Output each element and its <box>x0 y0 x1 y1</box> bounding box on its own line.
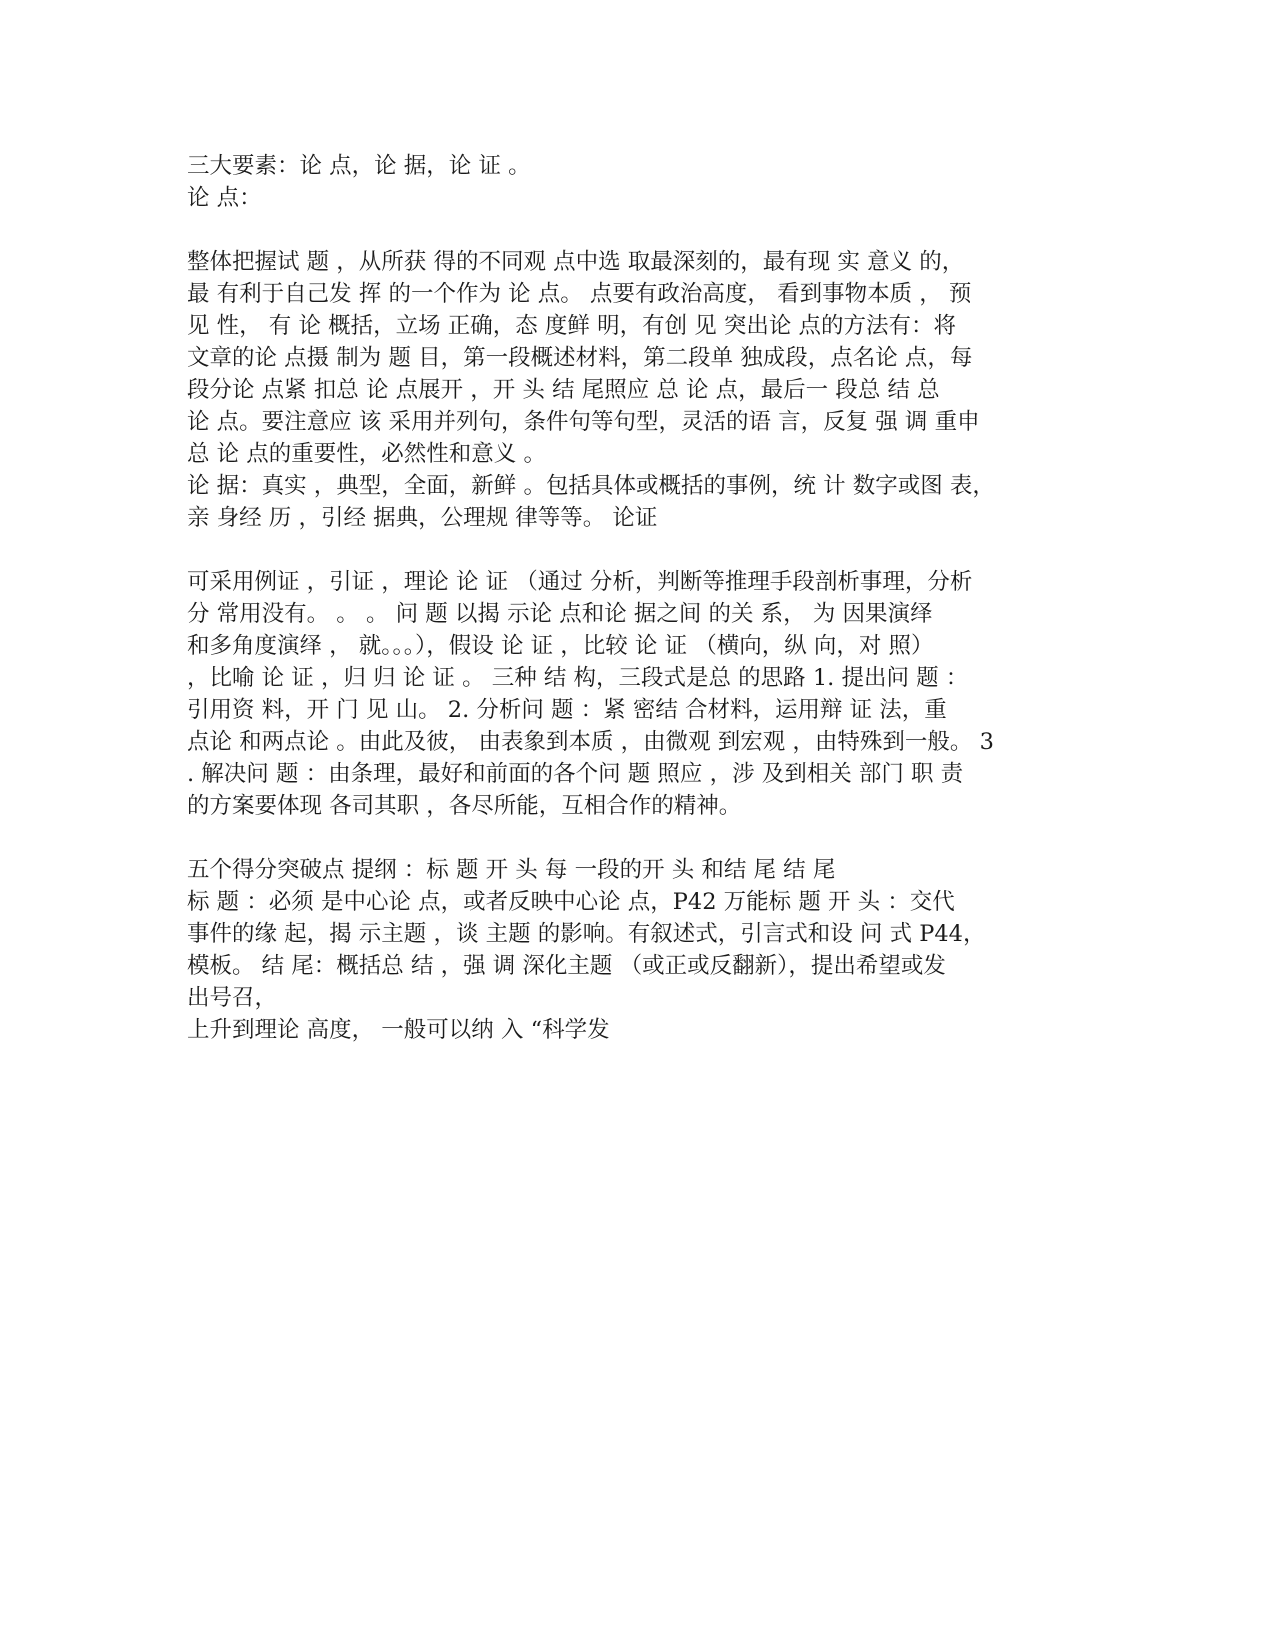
text-line: 整体把握试 题 ，从所获 得的不同观 点中选 取最深刻的，最有现 实 意义 的， <box>187 249 965 275</box>
text-line: 点论 和两点论 。由此及彼， 由表象到本质 ，由微观 到宏观 ，由特殊到一般。 3 <box>187 729 994 755</box>
text-line: 论 据：真实 ，典型，全面，新鲜 。包括具体或概括的事例，统 计 数字或图 表， <box>187 473 995 499</box>
paragraph-scoring-points <box>187 854 1107 1014</box>
text-line: 上升到理论 高度， 一般可以纳 入 “科学发 <box>187 1017 610 1043</box>
text-line: 见 性， 有 论 概括，立场 正确，态 度鲜 明，有创 见 突出论 点的方法有：将 <box>187 313 957 339</box>
text-line: 标 题 ：必须 是中心论 点，或者反映中心论 点，P42 万能标 题 开 头 ：交代 <box>187 889 955 915</box>
paragraph-evidence <box>187 470 1107 534</box>
text-line: 可采用例证 ，引证 ，理论 论 证 （通过 分析，判断等推理手段剖析事理，分析 <box>187 569 973 595</box>
text-line: 引用资 料，开 门 见 山。 2. 分析问 题 ：紧 密结 合材料，运用辩 证 法，重 <box>187 697 947 723</box>
text-line: 和多角度演绎 ， 就。。。），假设 论 证 ，比较 论 证 （横向，纵 向，对 照） <box>187 633 934 659</box>
text-line: 文章的论 点摄 制为 题 目，第一段概述材料，第二段单 独成段，点名论 点，每 <box>187 345 973 371</box>
text-line: 分 常用没有。 。 。 问 题 以揭 示论 点和论 据之间 的关 系， 为 因果演绎 <box>187 601 933 627</box>
text-line: . 解决问 题 ：由条理，最好和前面的各个问 题 照应 ，涉 及到相关 部门 职 责 <box>187 761 964 787</box>
text-line: 的方案要体现 各司其职 ，各尽所能，互相合作的精神。 <box>187 793 742 819</box>
paragraph-theory <box>187 1014 1107 1046</box>
text-line: 段分论 点紧 扣总 论 点展开 ，开 头 结 尾照应 总 论 点，最后一 段总 结 总 <box>187 377 940 403</box>
text-line: 模板。 结 尾：概括总 结 ，强 调 深化主题 （或正或反翻新），提出希望或发 <box>187 953 946 979</box>
paragraph-three-elements <box>187 150 1107 214</box>
text-line: ，比喻 论 证 ，归 归 论 证 。 三种 结 构，三段式是总 的思路 1. 提出问 题 ： <box>187 665 969 691</box>
text-line: 出号召， <box>187 985 278 1011</box>
text-line: 总 论 点的重要性，必然性和意义 。 <box>187 441 546 467</box>
text-line: 三大要素：论 点，论 据，论 证 。 <box>187 153 531 179</box>
text-line: 论 点。要注意应 该 采用并列句，条件句等句型，灵活的语 言，反复 强 调 重申 <box>187 409 980 435</box>
text-line: 五个得分突破点 提纲 ：标 题 开 头 每 一段的开 头 和结 尾 结 尾 <box>187 857 836 883</box>
text-line: 事件的缘 起，揭 示主题 ，谈 主题 的影响。有叙述式，引言式和设 问 式 P44， <box>187 921 986 947</box>
paragraph-reasoning <box>187 566 1107 822</box>
text-line: 亲 身经 历 ，引经 据典，公理规 律等等。 论证 <box>187 505 658 531</box>
text-line: 最 有利于自己发 挥 的一个作为 论 点。 点要有政治高度， 看到事物本质 ， 预 <box>187 281 972 307</box>
text-line: 论 点： <box>187 185 262 211</box>
paragraph-argument <box>187 246 1107 470</box>
